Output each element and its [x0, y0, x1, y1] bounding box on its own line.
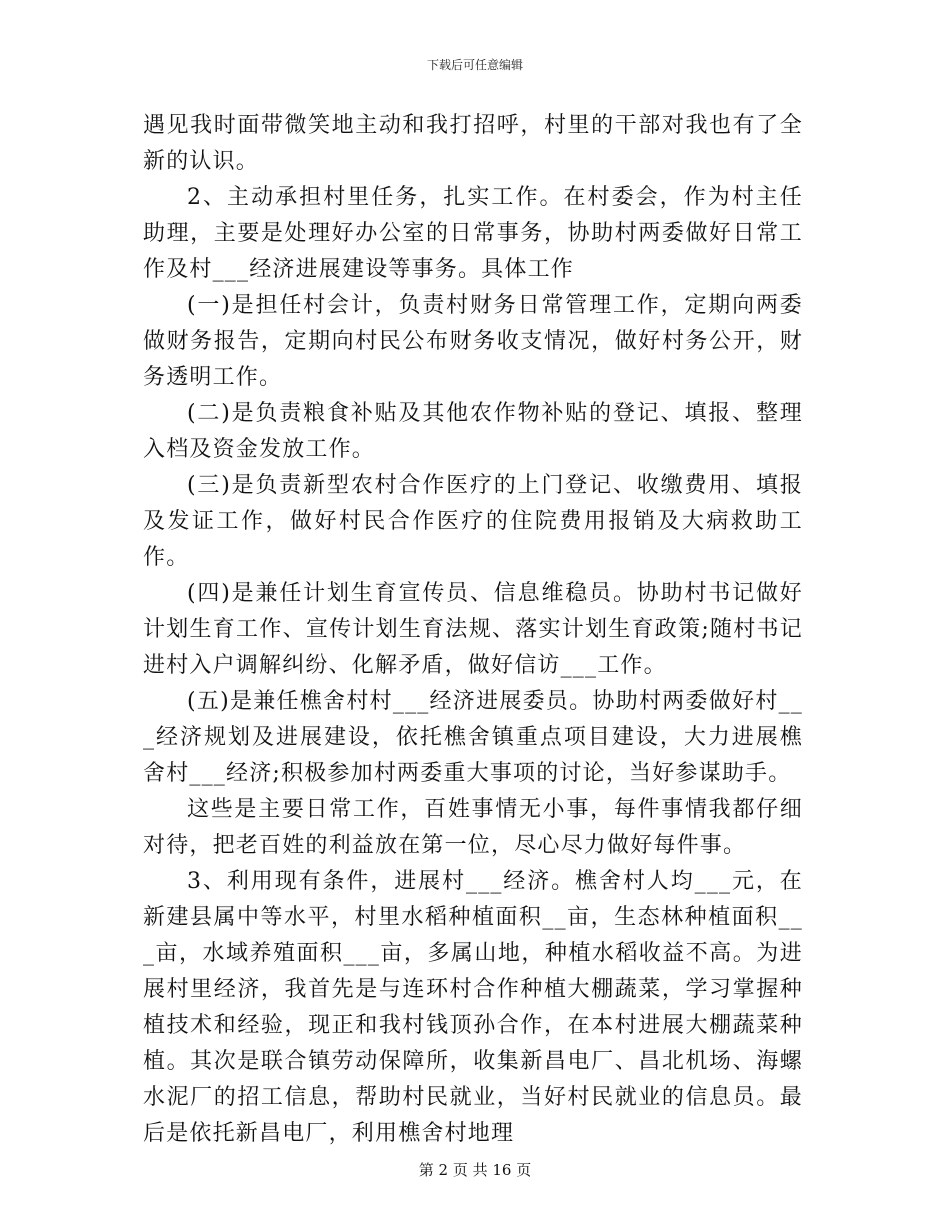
paragraph-item-5: (五)是兼任樵舍村村___经济进展委员。协助村两委做好村___经济规划及进展建设，依托樵舍镇重点项目建设，大力进展樵舍村___经济;积极参加村两委重大事项的讨论，当好参谋助手。	[143, 689, 803, 786]
paragraph-item-2: (二)是负责粮食补贴及其他农作物补贴的登记、填报、整理入档及资金发放工作。	[143, 401, 803, 462]
paragraph-summary: 这些是主要日常工作，百姓事情无小事，每件事情我都仔细对待，把老百姓的利益放在第一位，尽心尽力做好每件事。	[143, 797, 803, 858]
paragraph-section-3: 3、利用现有条件，进展村___经济。樵舍村人均___元，在新建县属中等水平，村里水稻种植面积__亩，生态林种植面积___亩，水域养殖面积___亩，多属山地，种植水稻收益不高。为进展村里经济，我首先是与连环村合作种植大棚蔬菜，学习掌握种植技术和经验，现正和我村钱顶孙合作，在本村进展大棚蔬菜种植。其次是联合镇劳动保障所，收集新昌电厂、昌北机场、海螺水泥厂的招工信息，帮助村民就业，当好村民就业的信息员。最后是依托新昌电厂，利用樵舍村地理	[143, 869, 803, 1146]
paragraph-item-1: (一)是担任村会计，负责村财务日常管理工作，定期向两委做财务报告，定期向村民公布财务收支情况，做好村务公开，财务透明工作。	[143, 293, 803, 390]
document-body	[143, 108, 803, 1152]
paragraph-continuation: 遇见我时面带微笑地主动和我打招呼，村里的干部对我也有了全新的认识。	[143, 113, 803, 174]
paragraph-item-3: (三)是负责新型农村合作医疗的上门登记、收缴费用、填报及发证工作，做好村民合作医疗的住院费用报销及大病救助工作。	[143, 473, 803, 570]
page-number-footer: 第 2 页 共 16 页	[418, 1161, 532, 1179]
page-header: 下载后可任意编辑	[426, 58, 523, 72]
paragraph-item-4: (四)是兼任计划生育宣传员、信息维稳员。协助村书记做好计划生育工作、宣传计划生育法规、落实计划生育政策;随村书记进村入户调解纠纷、化解矛盾，做好信访___工作。	[143, 581, 803, 678]
paragraph-section-2: 2、主动承担村里任务，扎实工作。在村委会，作为村主任助理，主要是处理好办公室的日常事务，协助村两委做好日常工作及村___经济进展建设等事务。具体工作	[143, 185, 803, 282]
